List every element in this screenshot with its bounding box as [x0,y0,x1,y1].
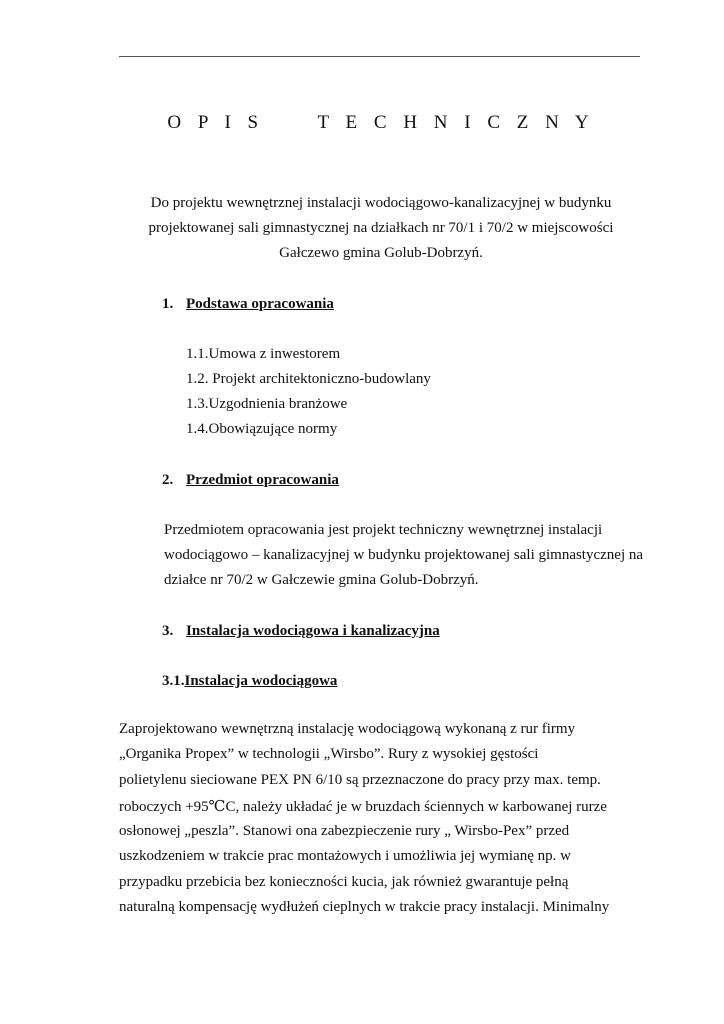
list-item: 1.4.Obowiązujące normy [186,421,338,437]
section-heading-2 [162,472,339,489]
section-title: Instalacja wodociągowa i kanalizacyjna [186,623,440,639]
header-rule [119,56,640,57]
document-title: O P I S T E C H N I C Z N Y [167,112,595,133]
paragraph-line: Przedmiotem opracowania jest projekt techniczny wewnętrznej instalacji [164,522,603,538]
section-number: 1. [162,296,174,312]
paragraph-line: działce nr 70/2 w Gałczewie gmina Golub-Dobrzyń. [164,572,479,588]
list-item: 1.3.Uzgodnienia branżowe [186,396,348,412]
section-heading-1 [162,296,334,313]
section-number: 3.1. [162,673,185,689]
section-heading-3 [162,623,440,640]
section-title: Przedmiot opracowania [186,472,339,488]
paragraph-line: naturalną kompensację wydłużeń cieplnych w trakcie pracy instalacji. Minimalny [119,899,610,915]
section-number: 2. [162,472,174,488]
list-item: 1.1.Umowa z inwestorem [186,346,341,362]
paragraph-line: roboczych +95℃C, należy układać je w bruzdach ściennych w karbowanej rurze [119,799,607,815]
list-item: 1.2. Projekt architektoniczno-budowlany [186,371,431,387]
paragraph-line: uszkodzeniem w trakcie prac montażowych i umożliwia jej wymianę np. w [119,848,571,864]
paragraph-line: Zaprojektowano wewnętrzną instalację wodociągową wykonaną z rur firmy [119,721,576,737]
paragraph-line: osłonowej „peszla”. Stanowi ona zabezpieczenie rury „ Wirsbo-Pex” przed [119,823,570,839]
paragraph-line: „Organika Propex” w technologii „Wirsbo”. Rury z wysokiej gęstości [119,746,539,762]
intro-line: Gałczewo gmina Golub-Dobrzyń. [279,245,483,261]
paragraph-line: przypadku przebicia bez konieczności kucia, jak również gwarantuje pełną [119,874,569,890]
section-title: Podstawa opracowania [186,296,334,312]
paragraph-line: wodociągowo – kanalizacyjnej w budynku projektowanej sali gimnastycznej na [164,547,644,563]
intro-line: projektowanej sali gimnastycznej na działkach nr 70/1 i 70/2 w miejscowości [148,220,614,236]
section-number: 3. [162,623,174,639]
intro-line: Do projektu wewnętrznej instalacji wodociągowo-kanalizacyjnej w budynku [150,195,612,211]
section-heading-3-1 [162,673,337,690]
paragraph-line: polietylenu sieciowane PEX PN 6/10 są przeznaczone do pracy przy max. temp. [119,772,601,788]
section-title: Instalacja wodociągowa [184,673,338,689]
